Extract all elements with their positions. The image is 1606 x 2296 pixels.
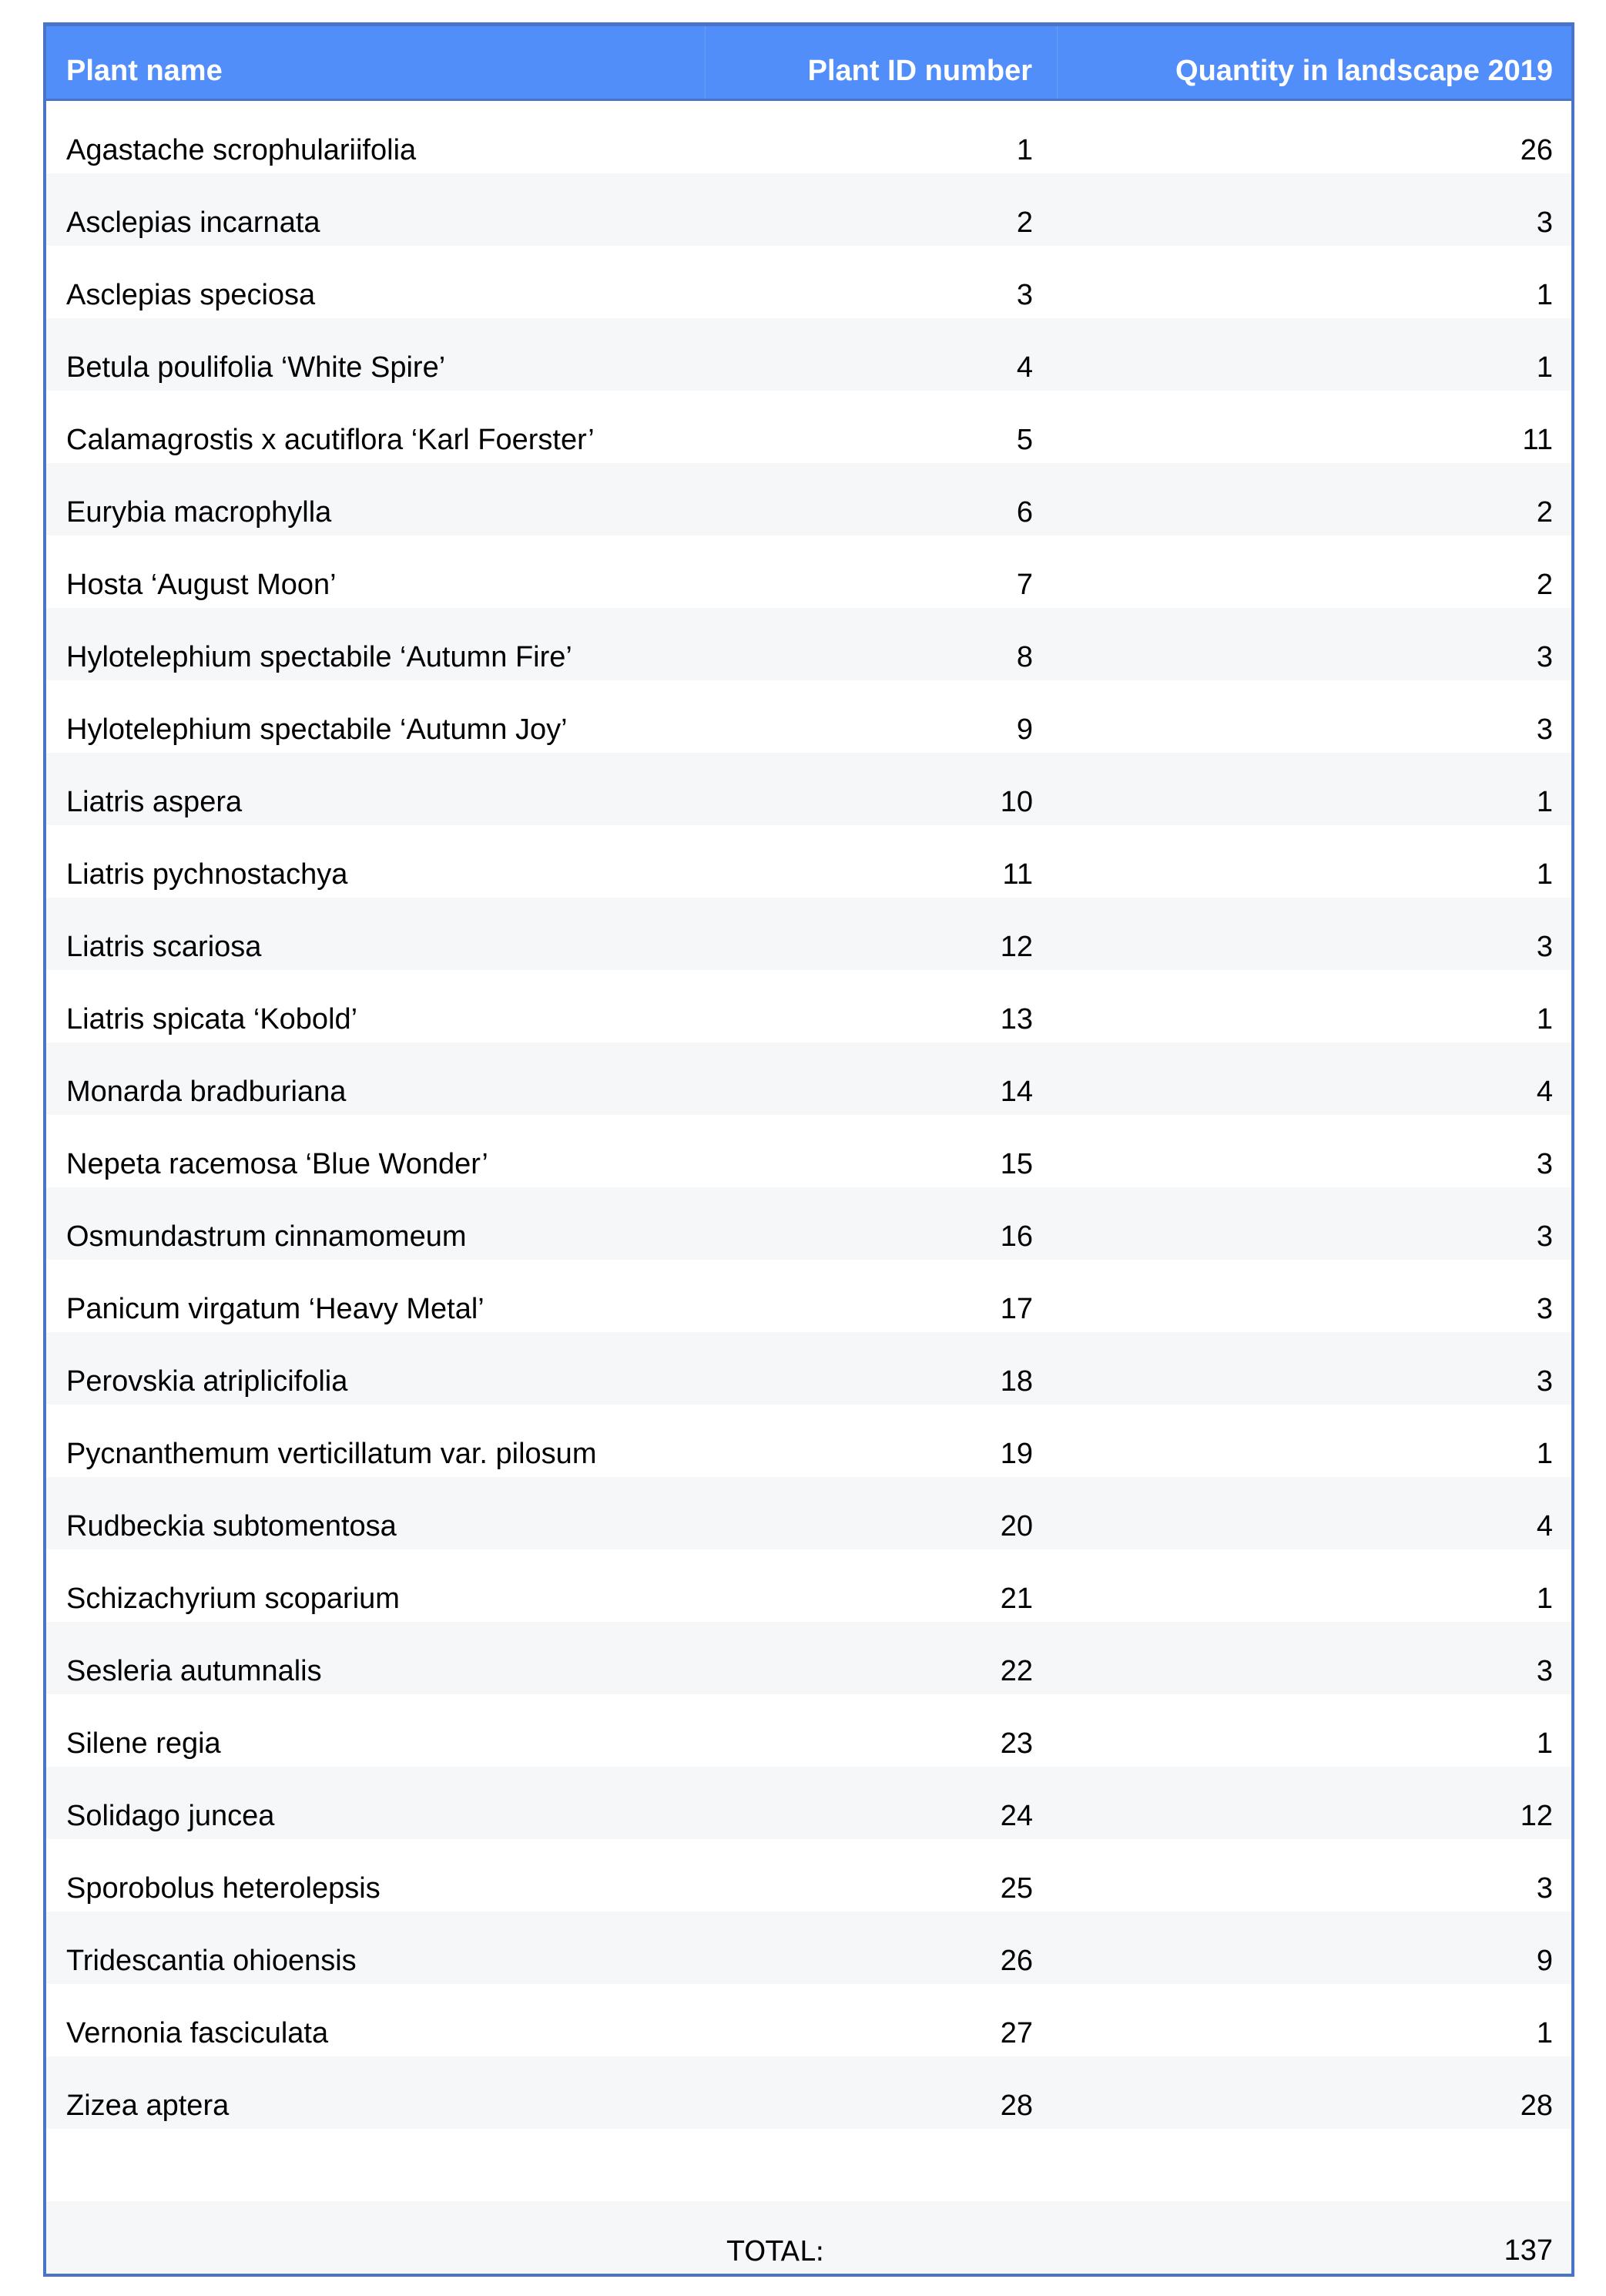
quantity-cell: 26 xyxy=(1520,134,1553,166)
plant-id-cell: 16 xyxy=(1000,1220,1033,1253)
plant-id-cell: 27 xyxy=(1000,2017,1033,2049)
plant-id-cell: 18 xyxy=(1000,1365,1033,1398)
plant-id-cell: 21 xyxy=(1000,1583,1033,1615)
plant-id-cell: 1 xyxy=(1016,134,1033,166)
plant-name-cell: Zizea aptera xyxy=(66,2090,230,2122)
table-row xyxy=(46,246,1571,318)
plant-inventory-table xyxy=(43,22,1574,2277)
plant-id-cell: 17 xyxy=(1000,1293,1033,1325)
quantity-cell: 4 xyxy=(1536,1076,1553,1108)
table-row xyxy=(46,1767,1571,1839)
table-row xyxy=(46,1912,1571,1984)
plant-name-cell: Solidago juncea xyxy=(66,1800,275,1832)
quantity-cell: 3 xyxy=(1536,1365,1553,1398)
quantity-cell: 11 xyxy=(1522,424,1553,456)
quantity-cell: 1 xyxy=(1536,1583,1553,1615)
plant-id-cell: 26 xyxy=(1000,1945,1033,1977)
quantity-cell: 1 xyxy=(1536,786,1553,818)
plant-name-cell: Schizachyrium scoparium xyxy=(66,1583,400,1615)
quantity-cell: 9 xyxy=(1536,1945,1553,1977)
table-row xyxy=(46,1042,1571,1115)
table-row xyxy=(46,1839,1571,1912)
plant-name-cell: Monarda bradburiana xyxy=(66,1076,347,1108)
table-row xyxy=(46,753,1571,825)
quantity-cell: 1 xyxy=(1536,351,1553,384)
plant-name-cell: Betula poulifolia ‘White Spire’ xyxy=(66,351,446,384)
total-row xyxy=(46,2201,1571,2274)
plant-id-cell: 10 xyxy=(1000,786,1033,818)
quantity-cell: 1 xyxy=(1536,1438,1553,1470)
plant-name-cell: Asclepias incarnata xyxy=(66,206,320,239)
plant-name-cell: Hylotelephium spectabile ‘Autumn Joy’ xyxy=(66,713,568,746)
plant-id-cell: 5 xyxy=(1016,424,1033,456)
plant-name-cell: Sporobolus heterolepsis xyxy=(66,1872,381,1905)
table-row xyxy=(46,173,1571,246)
plant-id-cell: 7 xyxy=(1016,569,1033,601)
blank-row xyxy=(46,2129,1571,2201)
table-row xyxy=(46,825,1571,898)
quantity-cell: 28 xyxy=(1520,2090,1553,2122)
table-header-row xyxy=(46,26,1571,101)
plant-id-cell: 6 xyxy=(1016,496,1033,529)
plant-name-cell: Nepeta racemosa ‘Blue Wonder’ xyxy=(66,1148,488,1180)
quantity-cell: 3 xyxy=(1536,713,1553,746)
plant-name-cell: Hylotelephium spectabile ‘Autumn Fire’ xyxy=(66,641,572,673)
plant-id-cell: 22 xyxy=(1000,1655,1033,1687)
plant-name-cell: Vernonia fasciculata xyxy=(66,2017,329,2049)
plant-name-cell: Liatris scariosa xyxy=(66,931,262,963)
plant-id-cell: 12 xyxy=(1000,931,1033,963)
plant-id-cell: 20 xyxy=(1000,1510,1033,1542)
header-quantity: Quantity in landscape 2019 xyxy=(1175,55,1553,87)
plant-id-cell: 24 xyxy=(1000,1800,1033,1832)
plant-id-cell: 25 xyxy=(1000,1872,1033,1905)
quantity-cell: 3 xyxy=(1536,931,1553,963)
plant-id-cell: 15 xyxy=(1000,1148,1033,1180)
table-row xyxy=(46,1405,1571,1477)
plant-id-cell: 9 xyxy=(1016,713,1033,746)
quantity-cell: 1 xyxy=(1536,2017,1553,2049)
quantity-cell: 1 xyxy=(1536,1727,1553,1760)
plant-name-cell: Liatris spicata ‘Kobold’ xyxy=(66,1003,358,1036)
table-row xyxy=(46,2056,1571,2129)
quantity-cell: 3 xyxy=(1536,641,1553,673)
plant-id-cell: 2 xyxy=(1016,206,1033,239)
plant-id-cell: 11 xyxy=(1002,858,1033,891)
plant-id-cell: 4 xyxy=(1016,351,1033,384)
plant-name-cell: Hosta ‘August Moon’ xyxy=(66,569,337,601)
table-row xyxy=(46,970,1571,1042)
plant-id-cell: 3 xyxy=(1016,279,1033,311)
table-body xyxy=(46,101,1571,2129)
plant-id-cell: 19 xyxy=(1000,1438,1033,1470)
plant-name-cell: Eurybia macrophylla xyxy=(66,496,332,529)
table-row xyxy=(46,391,1571,463)
plant-id-cell: 13 xyxy=(1000,1003,1033,1036)
table-row xyxy=(46,608,1571,680)
plant-name-cell: Sesleria autumnalis xyxy=(66,1655,322,1687)
quantity-cell: 1 xyxy=(1536,858,1553,891)
plant-id-cell: 14 xyxy=(1000,1076,1033,1108)
table-row xyxy=(46,898,1571,970)
total-label: TOTAL: xyxy=(727,2236,825,2267)
table-row xyxy=(46,1477,1571,1549)
table-row xyxy=(46,1694,1571,1767)
quantity-cell: 3 xyxy=(1536,1148,1553,1180)
quantity-cell: 2 xyxy=(1536,569,1553,601)
plant-name-cell: Silene regia xyxy=(66,1727,221,1760)
plant-name-cell: Rudbeckia subtomentosa xyxy=(66,1510,397,1542)
plant-name-cell: Tridescantia ohioensis xyxy=(66,1945,357,1977)
quantity-cell: 3 xyxy=(1536,1872,1553,1905)
plant-name-cell: Pycnanthemum verticillatum var. pilosum xyxy=(66,1438,597,1470)
table-row xyxy=(46,535,1571,608)
table-row xyxy=(46,1115,1571,1187)
header-plant-name: Plant name xyxy=(46,26,706,99)
plant-name-cell: Agastache scrophulariifolia xyxy=(66,134,417,166)
table-row xyxy=(46,1984,1571,2056)
plant-id-cell: 28 xyxy=(1000,2090,1033,2122)
quantity-cell: 12 xyxy=(1520,1800,1553,1832)
table-row xyxy=(46,318,1571,391)
table-row xyxy=(46,1549,1571,1622)
quantity-cell: 3 xyxy=(1536,1220,1553,1253)
quantity-cell: 3 xyxy=(1536,206,1553,239)
plant-name-cell: Panicum virgatum ‘Heavy Metal’ xyxy=(66,1293,484,1325)
quantity-cell: 1 xyxy=(1536,1003,1553,1036)
table-row xyxy=(46,1622,1571,1694)
table-row xyxy=(46,680,1571,753)
quantity-cell: 3 xyxy=(1536,1293,1553,1325)
plant-name-cell: Liatris aspera xyxy=(66,786,243,818)
plant-name-cell: Asclepias speciosa xyxy=(66,279,316,311)
quantity-cell: 1 xyxy=(1536,279,1553,311)
plant-id-cell: 23 xyxy=(1000,1727,1033,1760)
table-row xyxy=(46,1260,1571,1332)
quantity-cell: 2 xyxy=(1536,496,1553,529)
plant-name-cell: Liatris pychnostachya xyxy=(66,858,348,891)
table-row xyxy=(46,1187,1571,1260)
plant-name-cell: Osmundastrum cinnamomeum xyxy=(66,1220,467,1253)
table-row xyxy=(46,463,1571,535)
plant-name-cell: Calamagrostis x acutiflora ‘Karl Foerster’ xyxy=(66,424,595,456)
quantity-cell: 3 xyxy=(1536,1655,1553,1687)
header-plant-id: Plant ID number xyxy=(706,26,1058,99)
plant-name-cell: Perovskia atriplicifolia xyxy=(66,1365,348,1398)
plant-id-cell: 8 xyxy=(1016,641,1033,673)
table-row xyxy=(46,1332,1571,1405)
table-row xyxy=(46,101,1571,173)
quantity-cell: 4 xyxy=(1536,1510,1553,1542)
total-value: 137 xyxy=(1504,2234,1553,2267)
